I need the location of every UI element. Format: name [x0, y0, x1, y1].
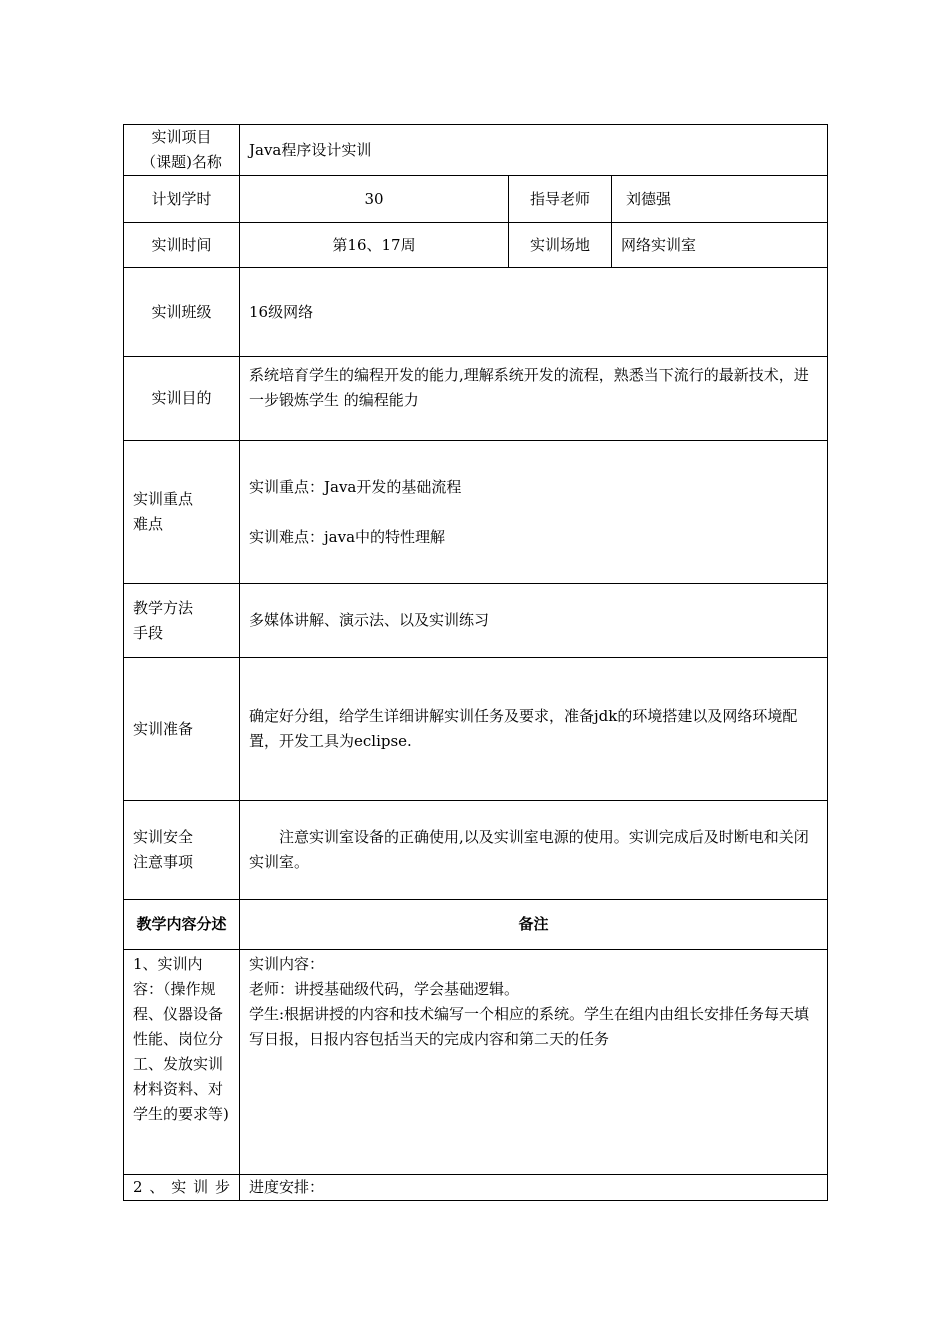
place-label: 实训场地 [509, 223, 612, 268]
key-line1: 实训重点：Java开发的基础流程 [249, 477, 462, 496]
safety-label [124, 801, 240, 900]
row-time [124, 223, 828, 268]
method-label-line1: 教学方法 [133, 598, 194, 617]
row-key-points [124, 441, 828, 584]
steps-value: 进度安排： [240, 1175, 828, 1201]
row-class [124, 268, 828, 357]
key-label [124, 441, 240, 584]
place-value: 网络实训室 [612, 223, 828, 268]
method-label-line2: 手段 [133, 623, 164, 642]
row-content [124, 950, 828, 1175]
content-label: 1、实训内容：（操作规程、仪器设备性能、岗位分工、发放实训材料资料、对学生的要求等) [124, 950, 240, 1175]
steps-label: 2、实训步 [124, 1175, 240, 1201]
key-label-line1: 实训重点 [133, 490, 194, 508]
class-value: 16级网络 [240, 268, 828, 357]
prep-value: 确定好分组，给学生详细讲解实训任务及要求，准备jdk的环境搭建以及网络环境配置，开发工具为eclipse. [240, 658, 828, 801]
content-value [240, 950, 828, 1175]
row-steps [124, 1175, 828, 1201]
project-label-line1: 实训项目 [151, 128, 212, 146]
time-value: 第16、17周 [240, 223, 509, 268]
time-label: 实训时间 [124, 223, 240, 268]
training-plan-table [123, 124, 828, 1201]
class-label: 实训班级 [124, 268, 240, 357]
method-label [124, 584, 240, 658]
project-value: Java程序设计实训 [240, 125, 828, 176]
purpose-value: 系统培育学生的编程开发的能力,理解系统开发的流程，熟悉当下流行的最新技术，进一步锻炼学生 的编程能力 [240, 357, 828, 441]
safety-label-line1: 实训安全 [133, 828, 194, 846]
hours-value: 30 [240, 176, 509, 223]
hours-label: 计划学时 [124, 176, 240, 223]
teacher-label: 指导老师 [509, 176, 612, 223]
row-method [124, 584, 828, 658]
row-hours [124, 176, 828, 223]
row-project [124, 125, 828, 176]
content-line2: 老师：讲授基础级代码，学会基础逻辑。 [249, 980, 520, 998]
teacher-value: 刘德强 [612, 176, 828, 223]
project-label [124, 125, 240, 176]
safety-label-line2: 注意事项 [133, 853, 194, 871]
header-remarks: 备注 [240, 900, 828, 950]
row-section-header [124, 900, 828, 950]
header-content: 教学内容分述 [124, 900, 240, 950]
row-safety [124, 801, 828, 900]
prep-label: 实训准备 [124, 658, 240, 801]
row-prep [124, 658, 828, 801]
key-value [240, 441, 828, 584]
row-purpose [124, 357, 828, 441]
method-value: 多媒体讲解、演示法、以及实训练习 [240, 584, 828, 658]
project-label-line2: （课题)名称 [141, 153, 222, 171]
safety-value: 注意实训室设备的正确使用,以及实训室电源的使用。实训完成后及时断电和关闭实训室。 [240, 801, 828, 900]
key-label-line2: 难点 [133, 515, 164, 533]
content-line1: 实训内容： [249, 955, 325, 973]
key-line2: 实训难点：java中的特性理解 [249, 527, 446, 546]
content-line3: 学生:根据讲授的内容和技术编写一个相应的系统。学生在组内由组长安排任务每天填写日报，日报内容包括当天的完成内容和第二天的任务 [249, 1005, 810, 1048]
purpose-label: 实训目的 [124, 357, 240, 441]
